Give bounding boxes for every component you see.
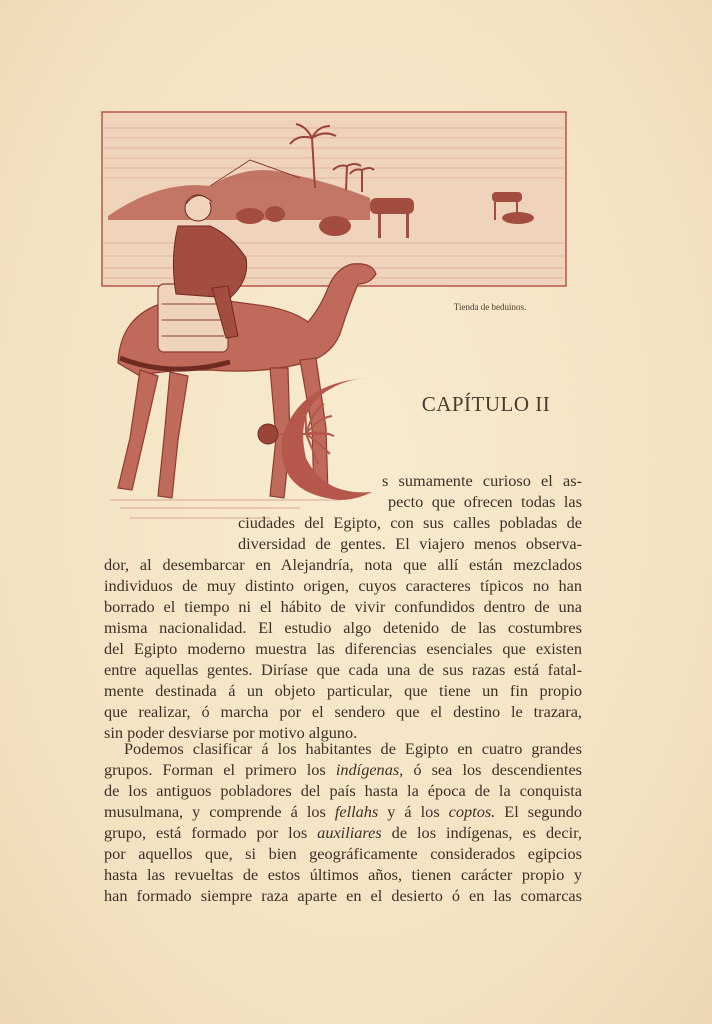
text-line bbox=[104, 759, 582, 780]
illustration-caption: Tienda de beduinos. bbox=[453, 302, 527, 312]
paragraph-1 bbox=[104, 470, 582, 743]
text-line: ciudades del Egipto, con sus calles pobladas de bbox=[238, 513, 582, 532]
text-line: hasta las revueltas de estos últimos años, tienen carácter propio y bbox=[104, 865, 582, 884]
text-line: del Egipto moderno muestra las diferencias esenciales que existen bbox=[104, 639, 582, 658]
text-line bbox=[104, 822, 582, 843]
text-run: ó sea los descendientes bbox=[403, 760, 582, 779]
text-run: El segundo bbox=[495, 802, 582, 821]
text-run: musulmana, y comprende á los bbox=[104, 802, 335, 821]
text-line: borrado el tiempo ni el hábito de vivir confundidos dentro de una bbox=[104, 597, 582, 616]
chapter-title: CAPÍTULO II bbox=[421, 392, 551, 416]
text-line: misma nacionalidad. El estudio algo detenido de las costumbres bbox=[104, 618, 582, 637]
paragraph-2 bbox=[104, 738, 582, 906]
text-line: individuos de muy distinto origen, cuyos caracteres típicos no han bbox=[104, 576, 582, 595]
text-line: que realizar, ó marcha por el sendero que el destino le trazara, bbox=[104, 702, 582, 721]
text-run: de los indígenas, es decir, bbox=[381, 823, 582, 842]
text-line: por aquellos que, si bien geográficamente considerados egipcios bbox=[104, 844, 582, 863]
text-line: mente destinada á un objeto particular, que tiene un fin propio bbox=[104, 681, 582, 700]
text-run: grupos. Forman el primero los bbox=[104, 760, 336, 779]
italic-term: auxiliares bbox=[317, 823, 382, 842]
text-line: dor, al desembarcar en Alejandría, nota que allí están mezclados bbox=[104, 555, 582, 574]
text-line: han formado siempre raza aparte en el desierto ó en las comarcas bbox=[104, 886, 582, 905]
text-line: Podemos clasificar á los habitantes de Egipto en cuatro grandes bbox=[124, 739, 582, 758]
italic-term: fellahs bbox=[334, 802, 379, 821]
italic-term: indígenas, bbox=[335, 760, 404, 779]
text-line: sin poder desviarse por motivo alguno. bbox=[104, 723, 358, 742]
text-line: de los antiguos pobladores del país hasta la época de la conquista bbox=[104, 781, 582, 800]
italic-term: coptos. bbox=[448, 802, 496, 821]
text-run: grupo, está formado por los bbox=[104, 823, 318, 842]
text-line: diversidad de gentes. El viajero menos observa- bbox=[238, 534, 582, 553]
text-line: pecto que ofrecen todas las bbox=[388, 492, 582, 511]
text-line: entre aquellas gentes. Diríase que cada una de sus razas está fatal- bbox=[104, 660, 582, 679]
text-line bbox=[104, 801, 582, 822]
text-line: s sumamente curioso el as- bbox=[382, 471, 582, 490]
text-run: y á los bbox=[378, 802, 449, 821]
